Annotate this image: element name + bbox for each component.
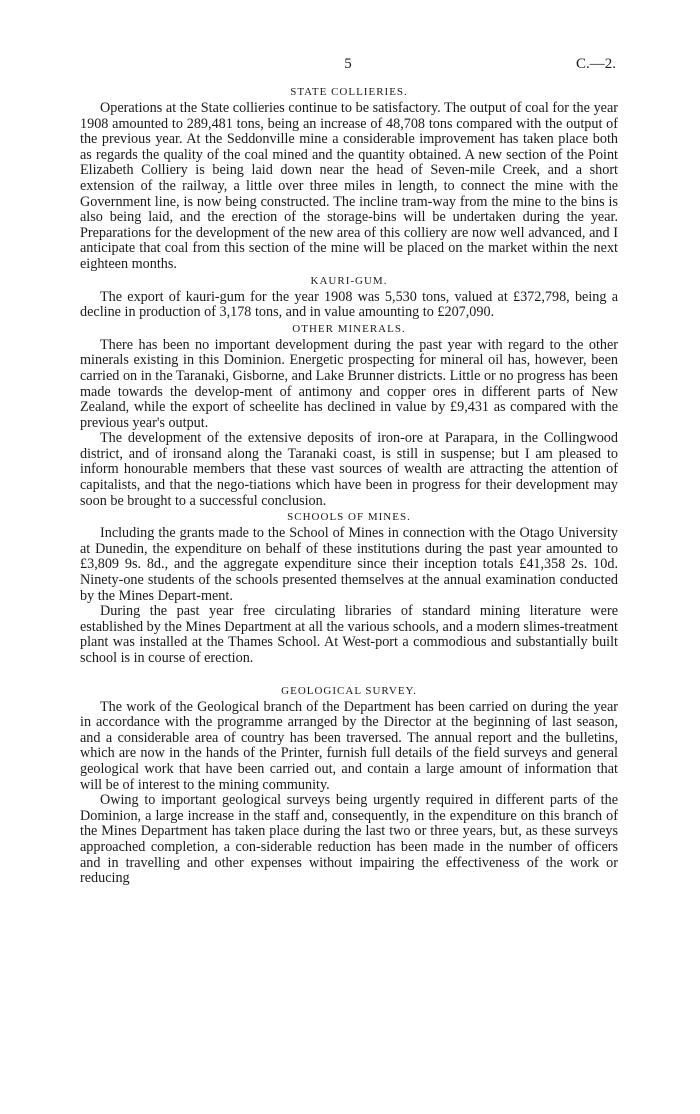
- section-schools-of-mines: [80, 509, 618, 666]
- paragraph: There has been no important development during the past year with regard to the other minerals existing in this Dominion. Energetic prospecting for mineral oil has, however, been carried on in the Taranaki, Gisborne, and Lake Brunner districts. Little or no progress has been made towards the develop-ment of antimony and copper ores in different parts of New Zealand, while the export of scheelite has declined in value by £9,431 as compared with the previous year's output.: [80, 336, 618, 431]
- section-heading: KAURI-GUM.: [310, 274, 388, 287]
- paragraph: The work of the Geological branch of the Department has been carried on during the year in accordance with the programme arranged by the Director at the beginning of last season, and a considerable area of country has been traversed. The annual report and the bulletins, which are now in the hands of the Printer, furnish full details of the field surveys and general geological work that have been carried out, and contain a large amount of information that will be of interest to the mining community.: [80, 698, 618, 793]
- section-other-minerals: [80, 321, 618, 510]
- paragraph: Operations at the State collieries continue to be satisfactory. The output of coal for the year 1908 amounted to 289,481 tons, being an increase of 48,708 tons compared with the output of the previous year. At the Seddonville mine a considerable improvement has taken place both as regards the quality of the coal mined and the quantity obtained. A new section of the Point Elizabeth Colliery is being laid down near the head of Seven-mile Creek, and a short extension of the railway, a little over three miles in length, to connect the mine with the Government line, is now being constructed. The incline tram-way from the mine to the bins is also being laid, and the erection of the storage-bins will be undertaken during the year. Preparations for the development of the new area of this colliery are now well advanced, and I anticipate that coal from this section of the mine will be placed on the market within the next eighteen months.: [80, 100, 618, 272]
- page-header: [78, 56, 618, 78]
- section-heading: SCHOOLS OF MINES.: [287, 511, 411, 524]
- paragraph: The export of kauri-gum for the year 1908 was 5,530 tons, valued at £372,798, being a decline in production of 3,178 tons, and in value amounting to £207,090.: [80, 288, 618, 321]
- section-geological-survey: [80, 683, 618, 887]
- section-heading: OTHER MINERALS.: [292, 322, 406, 335]
- section-heading: GEOLOGICAL SURVEY.: [281, 684, 417, 697]
- paragraph: Owing to important geological surveys being urgently required in different parts of the Dominion, a large increase in the staff and, consequently, in the expenditure on this branch of the Mines Department has taken place during the last two or three years, but, as these surveys approached completion, a con-siderable reduction has been made in the number of officers and in travelling and other expenses without impairing the effectiveness of the work or reducing: [80, 792, 618, 887]
- section-state-collieries: [80, 84, 618, 273]
- paragraph: During the past year free circulating libraries of standard mining literature were established by the Mines Department at all the various schools, and a modern slimes-treatment plant was installed at the Thames School. At West-port a commodious and substantially built school is in course of erection.: [80, 603, 618, 666]
- paragraph: The development of the extensive deposits of iron-ore at Parapara, in the Collingwood district, and of ironsand along the Taranaki coast, is still in suspense; but I am pleased to inform honourable members that these vast sources of wealth are attracting the attention of capitalists, and that the nego-tiations which have been in progress for their development may soon be brought to a successful conclusion.: [80, 430, 618, 509]
- section-spacer: [80, 667, 618, 683]
- paragraph: Including the grants made to the School of Mines in connection with the Otago University at Dunedin, the expenditure on behalf of these institutions during the past year amounted to £3,809 9s. 8d., and the aggregate expenditure since their inception totals £41,358 2s. 10d. Ninety-one students of the schools presented themselves at the annual examination conducted by the Mines Depart-ment.: [80, 525, 618, 604]
- section-kauri-gum: [80, 273, 618, 321]
- document-body: [80, 84, 618, 887]
- document-reference: C.—2.: [575, 56, 616, 72]
- section-heading: STATE COLLIERIES.: [290, 86, 408, 98]
- page-number: 5: [344, 56, 352, 72]
